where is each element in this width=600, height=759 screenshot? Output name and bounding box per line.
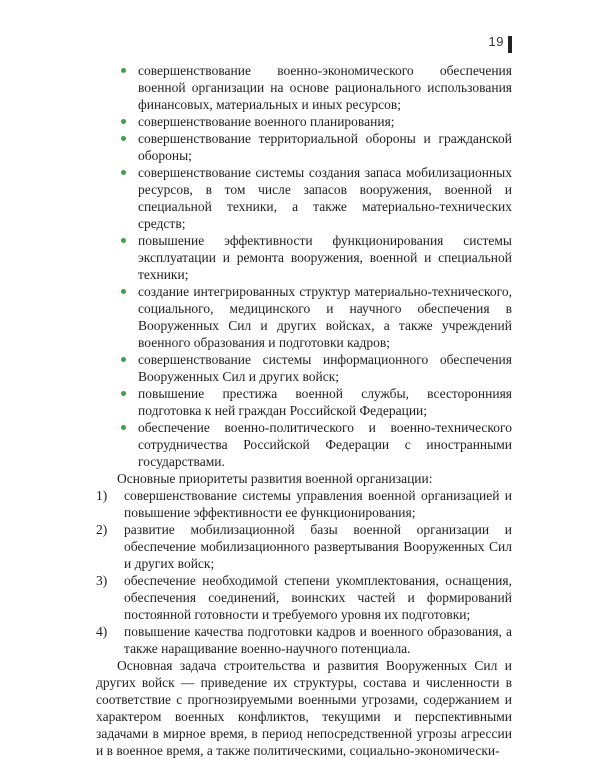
numbered-item: 4) повышение качества подготовки кадров и военного образования, а также наращивание военно-научного потенциала. [96, 624, 512, 656]
list-item: совершенствование военного планирования; [96, 113, 512, 130]
numbered-item: 3) обеспечение необходимой степени укомплектования, оснащения, обеспечения соединений, воинских частей и формирований постоянной готовности и требуемого уровня их подготовки; [96, 573, 512, 622]
bullet-icon [121, 391, 126, 396]
bullet-icon [121, 425, 126, 430]
bullet-icon [121, 119, 126, 124]
numbered-item: 2) развитие мобилизационной базы военной организации и обеспечение мобилизационного развертывания Вооруженных Сил и других войск; [96, 522, 512, 571]
bullet-icon [121, 238, 126, 243]
closing-paragraph: Основная задача строительства и развития Вооруженных Сил и других войск — приведение их структуры, состава и численности в соответствие с прогнозируемыми военными угрозами, содержанием и характером военных конфликтов, текущими и перспективными задачами в мирное время, в период непосредственной угрозы агрессии и в военное время, а также политическими, социально-экономически- [96, 658, 512, 758]
list-item: совершенствование системы информационного обеспечения Вооруженных Сил и других войск; [96, 351, 512, 385]
numbered-item: 1) совершенствование системы управления военной организацией и повышение эффективности ее функционирования; [96, 488, 512, 520]
list-item: совершенствование территориальной обороны и гражданской обороны; [96, 130, 512, 164]
bullet-icon [121, 170, 126, 175]
bullet-list [96, 62, 512, 470]
list-item: обеспечение военно-политического и военно-технического сотрудничества Российской Федерации с иностранными государствами. [96, 419, 512, 470]
page-number: 19 [488, 34, 504, 49]
page-number-marker [508, 36, 512, 53]
bullet-icon [121, 136, 126, 141]
bullet-icon [121, 68, 126, 73]
priorities-list [96, 487, 512, 657]
page-body [96, 62, 512, 759]
bullet-icon [121, 357, 126, 362]
list-item: повышение эффективности функционирования системы эксплуатации и ремонта вооружения, военной и специальной техники; [96, 232, 512, 283]
list-item: создание интегрированных структур материально-технического, социального, медицинского и научного обеспечения в Вооруженных Сил и других войсках, а также учреждений военного образования и подготовки кадров; [96, 283, 512, 351]
priorities-heading: Основные приоритеты развития военной организации: [117, 471, 433, 486]
list-item: совершенствование военно-экономического обеспечения военной организации на основе рационального использования финансовых, материальных и иных ресурсов; [96, 62, 512, 113]
list-item: совершенствование системы создания запаса мобилизационных ресурсов, в том числе запасов вооружения, военной и специальной техники, а также материально-технических средств; [96, 164, 512, 232]
list-item: повышение престижа военной службы, всестороннияя подготовка к ней граждан Российской Федерации; [96, 385, 512, 419]
bullet-icon [121, 289, 126, 294]
